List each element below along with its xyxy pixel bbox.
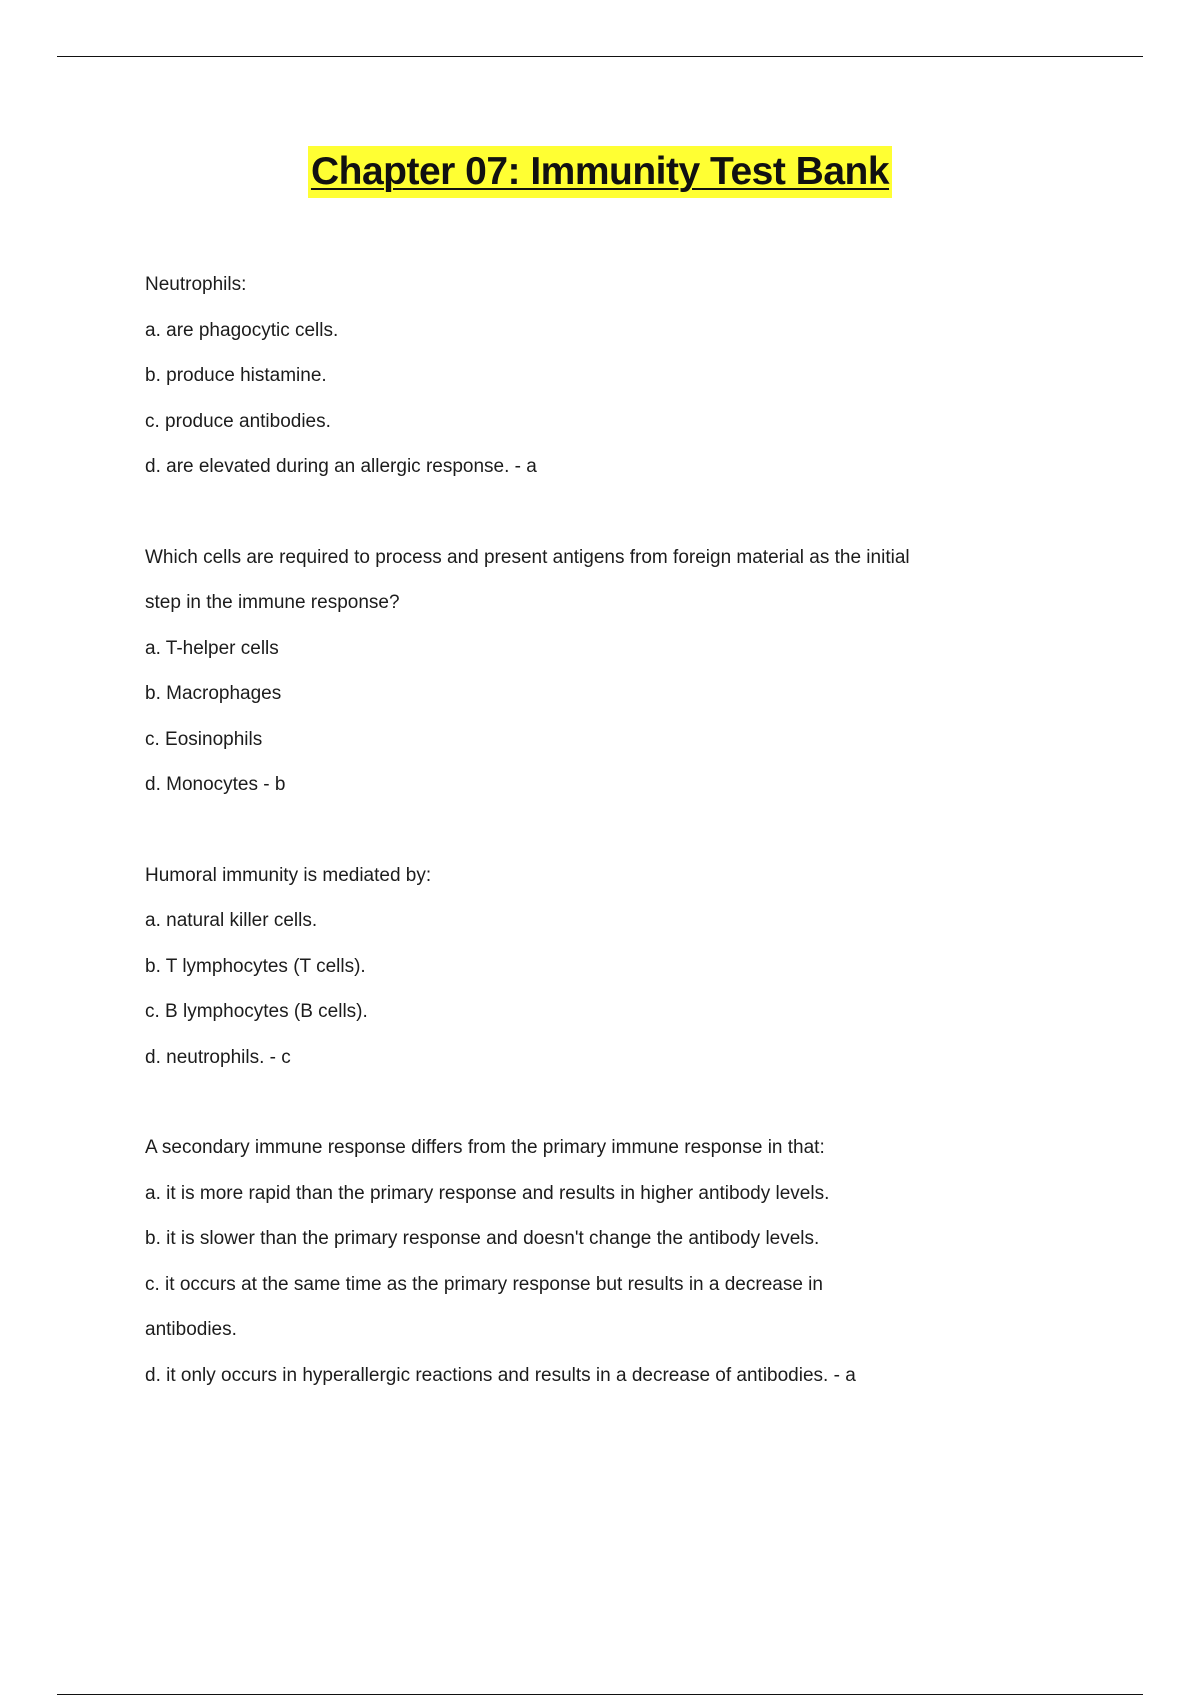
question-list xyxy=(145,262,1105,1443)
question-2 xyxy=(145,535,1105,808)
answer-option: b. T lymphocytes (T cells). xyxy=(145,955,366,977)
question-stem: Which cells are required to process and present antigens from foreign material as the initial xyxy=(145,546,910,568)
header-rule xyxy=(57,56,1143,57)
question-stem: Neutrophils: xyxy=(145,274,247,295)
footer-rule xyxy=(57,1694,1143,1695)
question-stem: step in the immune response? xyxy=(145,592,400,613)
question-stem: A secondary immune response differs from the primary immune response in that: xyxy=(145,1137,825,1158)
question-3 xyxy=(145,853,1105,1081)
question-4 xyxy=(145,1125,1105,1398)
answer-option: d. Monocytes - b xyxy=(145,774,286,795)
title-container xyxy=(0,146,1200,198)
page-title: Chapter 07: Immunity Test Bank xyxy=(308,146,892,198)
answer-option: c. produce antibodies. xyxy=(145,410,331,432)
answer-option: a. natural killer cells. xyxy=(145,910,318,931)
answer-option: d. neutrophils. - c xyxy=(145,1046,291,1068)
answer-option: c. Eosinophils xyxy=(145,728,263,750)
answer-option: c. B lymphocytes (B cells). xyxy=(145,1001,368,1022)
answer-option: b. Macrophages xyxy=(145,683,282,704)
answer-option: b. it is slower than the primary response and doesn't change the antibody levels. xyxy=(145,1228,820,1249)
answer-option: c. it occurs at the same time as the primary response but results in a decrease in xyxy=(145,1273,823,1295)
answer-option: d. it only occurs in hyperallergic reactions and results in a decrease of antibodies. - a xyxy=(145,1364,856,1386)
answer-option: a. T-helper cells xyxy=(145,637,279,659)
question-stem: Humoral immunity is mediated by: xyxy=(145,864,432,886)
answer-option: b. produce histamine. xyxy=(145,365,327,386)
answer-option: a. it is more rapid than the primary response and results in higher antibody levels. xyxy=(145,1182,830,1204)
answer-option: d. are elevated during an allergic response. - a xyxy=(145,456,537,477)
answer-option: a. are phagocytic cells. xyxy=(145,319,339,341)
answer-option: antibodies. xyxy=(145,1319,237,1340)
question-1 xyxy=(145,262,1105,490)
